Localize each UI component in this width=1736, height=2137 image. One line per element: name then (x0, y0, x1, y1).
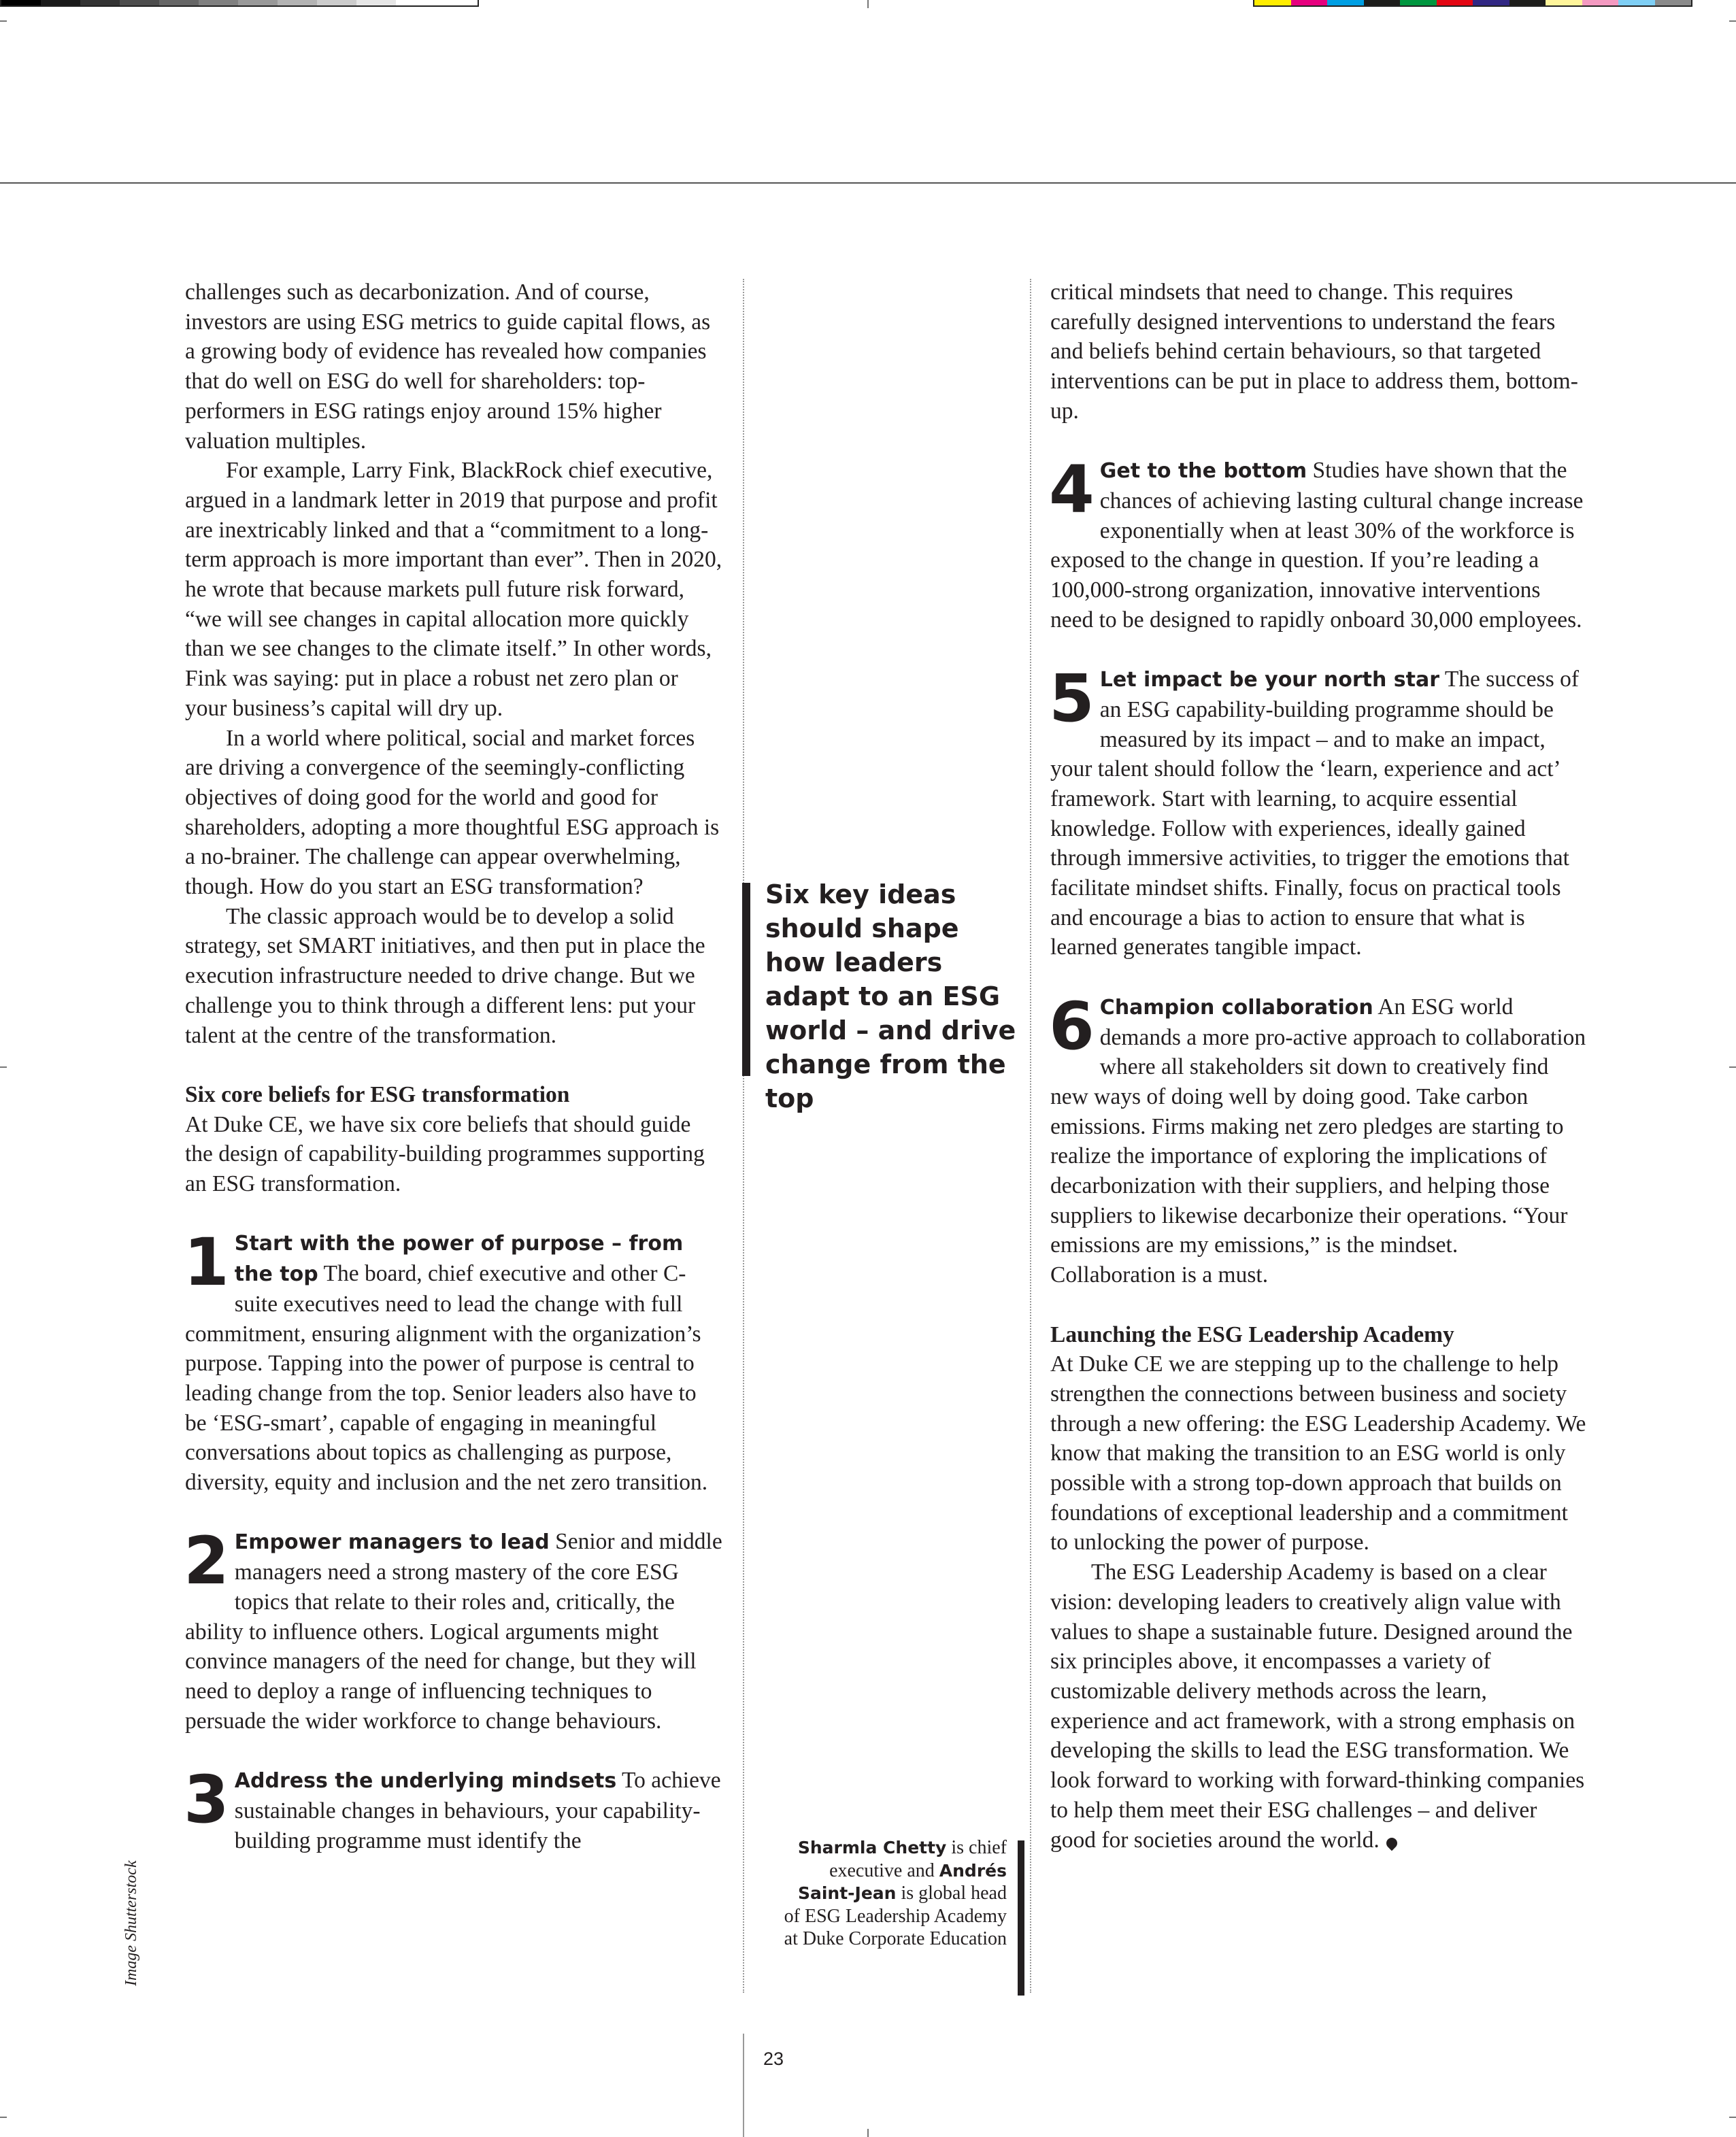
body-paragraph: At Duke CE we are stepping up to the challenge to help strengthen the connections between business and society through a new offering: the ESG Leadership Academy. We know that making the transition to an ESG world is only possible with a strong top-down approach that builds on foundations of exceptional leadership and a commitment to unlocking the power of purpose. (1050, 1351, 1586, 1555)
header-rule (0, 182, 1736, 184)
belief-item-3 (184, 1762, 722, 1855)
end-mark-icon (1384, 1835, 1399, 1851)
color-swatch (1400, 0, 1437, 5)
column-left (185, 277, 722, 1855)
color-swatch (1618, 0, 1655, 5)
color-swatch (120, 0, 159, 5)
item-number: 4 (1049, 452, 1095, 528)
author-name: Sharmla Chetty (797, 1838, 947, 1857)
column-right (1050, 277, 1588, 1855)
item-lead: Let impact be your north star (1099, 668, 1440, 692)
body-paragraph: In a world where political, social and market forces are driving a convergence of the seemingly-conflicting objectives of doing good for the world and good for shareholders, adopting a more thoughtful ESG approach is a no-brainer. The challenge can appear overwhelming, though. How do you start an ESG transformation? (185, 725, 720, 900)
crop-mark (0, 1066, 7, 1068)
item-text: An ESG world demands a more pro-active approach to collaboration where all stakeholders sit down to creatively find new ways of doing well by doing good. Take carbon emissions. Firms making net zero pledges are starting to realize the importance of exploring the implications of decarbonization with their suppliers, and helping those suppliers to likewise decarbonize their operations. “Your emissions are my emissions,” is the mindset. Collaboration is a must. (1050, 994, 1586, 1288)
belief-item-6 (1049, 988, 1588, 1290)
belief-item-4 (1049, 452, 1588, 635)
author-text: is global head of ESG Leadership Academy at Duke Corporate Education (784, 1883, 1007, 1949)
process-color-bar (1253, 0, 1692, 7)
belief-item-2 (184, 1523, 722, 1736)
closing-text: The ESG Leadership Academy is based on a clear vision: developing leaders to creatively align value with values to shape a sustainable future. Designed around the six principles above, it encompasses a variety of customizable delivery methods across the learn, experience and act framework, with a strong emphasis on developing the skills to lead the ESG transformation. We look forward to working with forward-thinking companies to help them meet their ESG challenges – and deliver good for societies around the world. (1050, 1560, 1585, 1853)
color-swatch (1655, 0, 1692, 5)
belief-item-5 (1049, 660, 1588, 962)
color-swatch (238, 0, 278, 5)
color-swatch (1437, 0, 1473, 5)
color-swatch (278, 0, 317, 5)
color-swatch (1509, 0, 1546, 5)
crop-mark (0, 20, 7, 22)
color-swatch (1327, 0, 1364, 5)
gutter-line (743, 2034, 744, 2137)
grayscale-color-bar (0, 0, 479, 7)
color-swatch (159, 0, 199, 5)
item-number: 5 (1049, 660, 1095, 737)
item-number: 3 (184, 1762, 229, 1838)
body-paragraph (1050, 1558, 1588, 1855)
belief-item-1 (184, 1224, 722, 1497)
body-paragraph: The classic approach would be to develop a solid strategy, set SMART initiatives, and then put in place the execution infrastructure needed to drive change. But we challenge you to think through a different lens: put your talent at the centre of the transformation. (185, 903, 705, 1048)
crop-mark (0, 2117, 7, 2118)
item-lead: Get to the bottom (1099, 459, 1307, 484)
pull-quote-bar (742, 883, 750, 1076)
color-swatch (1473, 0, 1509, 5)
color-swatch (1546, 0, 1582, 5)
section-heading: Launching the ESG Leadership Academy (1050, 1322, 1454, 1347)
column-divider (743, 279, 744, 1993)
author-bio (782, 1836, 1007, 1951)
color-swatch (396, 0, 435, 5)
color-swatch (1364, 0, 1401, 5)
crop-mark (1729, 2117, 1736, 2118)
image-credit: Image Shutterstock (122, 1860, 140, 1986)
item-text: Studies have shown that the chances of achieving lasting cultural change increase exponentially when at least 30% of the workforce is exposed to the change in question. If you’re leading a 100,000-strong organization, innovative interventions need to be designed to rapidly onboard 30,000 employees. (1050, 458, 1584, 633)
color-swatch (80, 0, 120, 5)
body-paragraph: At Duke CE, we have six core beliefs that should guide the design of capability-building programmes supporting an ESG transformation. (185, 1111, 705, 1197)
author-text: is chief executive and (829, 1837, 1007, 1881)
pull-quote: Six key ideas should shape how leaders adapt to an ESG world – and drive change from the top (765, 879, 1016, 1113)
color-swatch (199, 0, 238, 5)
author-bar (1018, 1840, 1024, 1996)
item-number: 2 (184, 1523, 229, 1600)
color-swatch (1582, 0, 1619, 5)
color-swatch (41, 0, 80, 5)
author-name: Andrés Saint-Jean (797, 1860, 1007, 1903)
color-swatch (317, 0, 356, 5)
item-text: The board, chief executive and other C-suite executives need to lead the change with full commitment, ensuring alignment with the organization’s purpose. Tapping into the power of purpose is central to leading change from the top. Senior leaders also have to be ‘ESG-smart’, capable of engaging in meaningful conversations about topics as challenging as purpose, diversity, equity and inclusion and the net zero transition. (185, 1261, 708, 1496)
item-text: Senior and middle managers need a strong mastery of the core ESG topics that relate to their roles and, critically, the ability to influence others. Logical arguments might convince managers of the need for change, but they will need to deploy a range of influencing techniques to persuade the wider workforce to change behaviours. (185, 1529, 722, 1734)
color-swatch (1, 0, 41, 5)
item-lead: Empower managers to lead (234, 1530, 550, 1555)
color-swatch (356, 0, 396, 5)
page-number: 23 (763, 2049, 784, 2069)
item-number: 6 (1049, 988, 1095, 1064)
item-text: To achieve sustainable changes in behaviours, your capability-building programme must identify the (234, 1768, 721, 1853)
color-swatch (1291, 0, 1328, 5)
item-lead: Address the underlying mindsets (234, 1769, 617, 1794)
crop-mark (1729, 1066, 1736, 1068)
column-divider (1030, 279, 1031, 1993)
color-swatch (1254, 0, 1291, 5)
item-lead: Start with the power of purpose – from the top (234, 1232, 684, 1287)
crop-mark (1729, 20, 1736, 22)
item-number: 1 (184, 1224, 229, 1301)
section-heading: Six core beliefs for ESG transformation (185, 1081, 570, 1107)
body-paragraph: For example, Larry Fink, BlackRock chief executive, argued in a landmark letter in 2019 that purpose and profit are inextricably linked and that a “commitment to a long-term approach is more important than ever”. Then in 2020, he wrote that because markets pull future risk forward, “we will see changes in capital allocation more quickly than we see changes to the climate itself.” In other words, Fink was saying: put in place a robust net zero plan or your business’s capital will dry up. (185, 458, 722, 721)
item-lead: Champion collaboration (1099, 995, 1373, 1020)
crop-mark (867, 2129, 869, 2137)
crop-mark (867, 0, 869, 8)
body-paragraph: challenges such as decarbonization. And of course, investors are using ESG metrics to guide capital flows, as a growing body of evidence has revealed how companies that do well on ESG do well for shareholders: top-performers in ESG ratings enjoy around 15% higher valuation multiples. (185, 280, 711, 454)
item-text: The success of an ESG capability-building programme should be measured by its impact – and to make an impact, your talent should follow the ‘learn, experience and act’ framework. Start with learning, to acquire essential knowledge. Follow with experiences, ideally gained through immersive activities, to trigger the emotions that facilitate mindset shifts. Finally, focus on practical tools and encourage a bias to action to ensure that what is learned generates tangible impact. (1050, 667, 1580, 960)
body-paragraph: critical mindsets that need to change. This requires carefully designed interventions to understand the fears and beliefs behind certain behaviours, so that targeted interventions can be put in place to address them, bottom-up. (1050, 280, 1578, 424)
